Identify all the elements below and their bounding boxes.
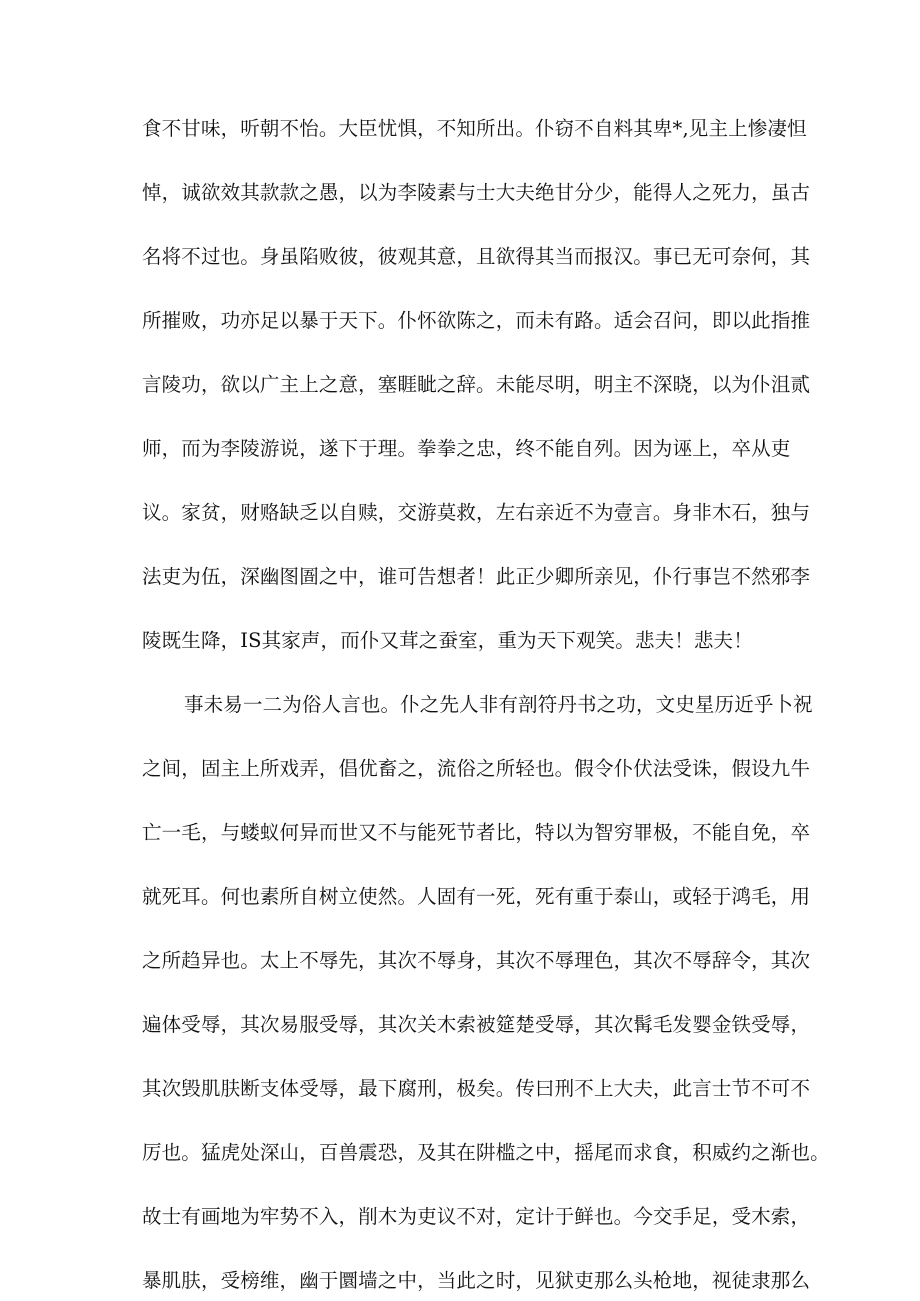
text-line-17: 厉也。猛虎处深山，百兽震恐，及其在阱槛之中，摇尾而求食，积威约之渐也。 bbox=[142, 1141, 830, 1164]
text-line-6: 师，而为李陵游说，遂下于理。拳拳之忠，终不能自列。因为诬上，卒从吏 bbox=[142, 437, 791, 460]
text-line-19: 暴肌肤，受榜维，幽于圜墙之中，当此之时，见狱吏那么头枪地，视徒隶那么 bbox=[142, 1269, 811, 1292]
text-line-7: 议。家贫，财赂缺乏以自赎，交游莫救，左右亲近不为壹言。身非木石，独与 bbox=[142, 501, 811, 524]
text-line-14: 之所趋异也。太上不辱先，其次不辱身，其次不辱理色，其次不辱辞令，其次 bbox=[142, 949, 811, 972]
text-line-4: 所摧败，功亦足以暴于天下。仆怀欲陈之，而未有路。适会召问，即以此指推 bbox=[142, 309, 811, 332]
text-line-8: 法吏为伍，深幽图圄之中，谁可告想者！此正少卿所亲见，仆行事岂不然邪李 bbox=[142, 565, 811, 588]
text-line-13: 就死耳。何也素所自树立使然。人固有一死，死有重于泰山，或轻于鸿毛，用 bbox=[142, 885, 811, 908]
text-line-18: 故士有画地为牢势不入，削木为吏议不对，定计于鲜也。今交手足，受木索， bbox=[142, 1205, 811, 1228]
text-line-15: 遍体受辱，其次易服受辱，其次关木索被筵楚受辱，其次髯毛发婴金铁受辱， bbox=[142, 1013, 811, 1036]
text-line-16: 其次毁肌肤断支体受辱，最下腐刑，极矣。传曰刑不上大夫，此言士节不可不 bbox=[142, 1077, 811, 1100]
paragraph-start-line: 事未易一二为俗人言也。仆之先人非有剖符丹书之功，文史星历近乎卜祝 bbox=[184, 693, 813, 716]
text-line-2: 悼，诚欲效其款款之愚，以为李陵素与士大夫绝甘分少，能得人之死力，虽古 bbox=[142, 181, 811, 204]
text-line-3: 名将不过也。身虽陷败彼，彼观其意，且欲得其当而报汉。事已无可奈何，其 bbox=[142, 245, 811, 268]
text-line-1: 食不甘味，听朝不怡。大臣忧惧，不知所出。仆窃不自料其卑*,见主上惨凄怛 bbox=[142, 117, 807, 140]
text-line-12: 亡一毛，与蝼蚁何异而世又不与能死节者比，特以为智穷罪极，不能自免，卒 bbox=[142, 821, 811, 844]
text-line-11: 之间，固主上所戏弄，倡优畜之，流俗之所轻也。假令仆伏法受诛，假设九牛 bbox=[142, 757, 811, 780]
text-line-9: 陵既生降，IS其家声，而仆又茸之蚕室，重为天下观笑。悲夫！悲夫！ bbox=[142, 629, 753, 652]
text-line-5: 言陵功，欲以广主上之意，塞睚眦之辞。未能尽明，明主不深晓，以为仆沮贰 bbox=[142, 373, 811, 396]
